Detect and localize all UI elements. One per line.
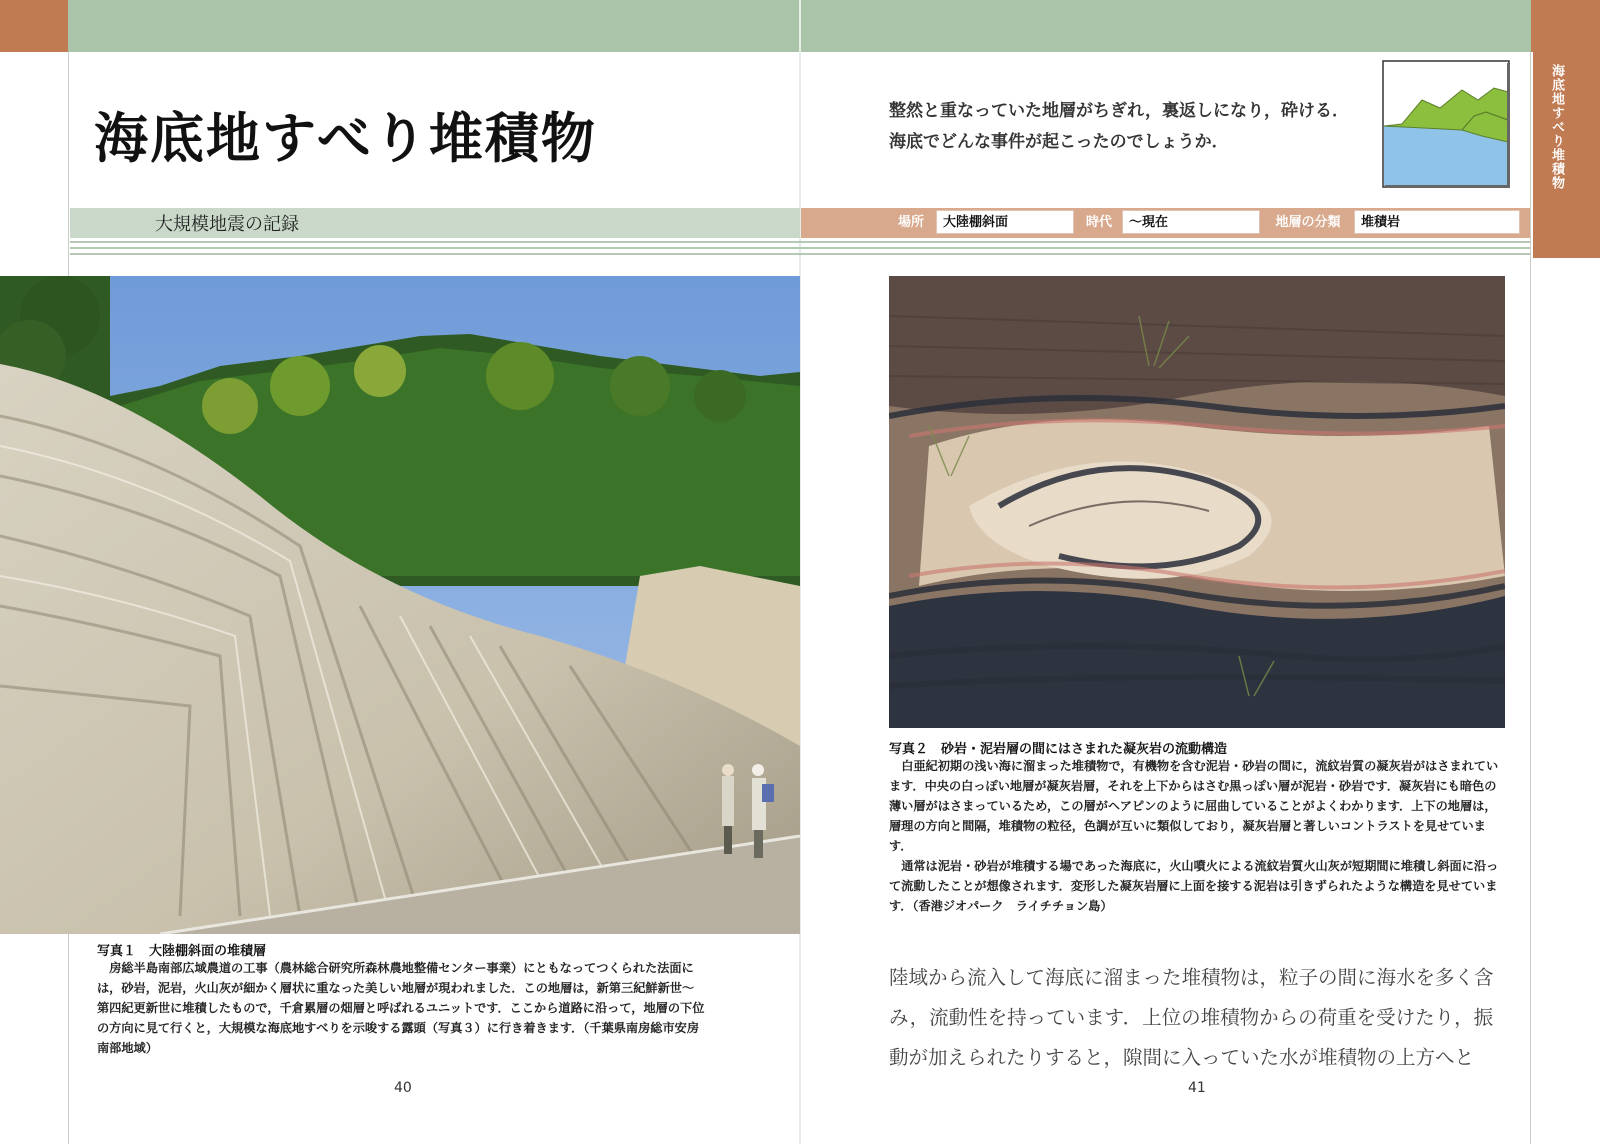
top-left-color-band [0,0,68,52]
lead-line-2: 海底でどんな事件が起こったのでしょうか． [889,132,1229,152]
body-paragraph: 陸域から流入して海底に溜まった堆積物は，粒子の間に海水を多く含み，流動性を持っています．上位の堆積物からの荷重を受けたり，振動が加えられたりすると，隙間に入っていた水が堆積物の上方へと [889,966,1494,1069]
photo2-caption-body [889,756,1505,916]
divider-line-2 [70,247,1530,249]
place-label: 場所 [897,215,924,230]
page-number-left: 40 [394,1080,412,1096]
slope-diagram-icon [1382,60,1510,188]
place-value: 大陸棚斜面 [936,210,1074,234]
section-subtitle: 大規模地震の記録 [155,214,299,235]
era-value: ～現在 [1122,210,1260,234]
page-number-right: 41 [1188,1080,1206,1096]
divider-line-3 [70,253,1530,255]
lead-text [889,96,1369,158]
photo1-caption-title: 写真１ 大陸棚斜面の堆積層 [97,944,267,959]
photo2-caption-paragraph-1: 白亜紀初期の浅い海に溜まった堆積物で，有機物を含む泥岩・砂岩の間に，流紋岩質の凝灰岩がはさまれています．中央の白っぽい地層が凝灰岩層，それを上下からはさむ黒っぽい層が泥岩・砂岩です．凝灰岩にも暗色の薄い層がはさまっているため，この層がヘアピンのように屈曲していることがよくわかります．上下の地層は，層理の方向と間隔，堆積物の粒径，色調が互いに類似しており，凝灰岩層と著しいコントラストを見せています． [889,759,1499,853]
photo-continental-slope-strata [0,276,800,934]
classification-label: 地層の分類 [1275,215,1341,230]
lead-line-1: 整然と重なっていた地層がちぎれ，裏返しになり，砕ける． [889,101,1350,121]
page-title: 海底地すべり堆積物 [94,107,597,170]
top-right-color-band [1531,0,1600,52]
right-margin-line [1530,52,1531,1144]
photo2-caption-title: 写真２ 砂岩・泥岩層の間にはさまれた凝灰岩の流動構造 [889,742,1228,757]
photo1-caption-paragraph: 房総半島南部広域農道の工事（農林総合研究所森林農地整備センター事業）にともなってつくられた法面には，砂岩，泥岩，火山灰が細かく層状に重なった美しい地層が現われました．この地層は，新第三紀鮮新世～第四紀更新世に堆積したもので，千倉累層の畑層と呼ばれるユニットです．ここから道路に沿って，地層の下位の方向に見て行くと，大規模な海底地すべりを示唆する露頭（写真３）に行き着きます．（千葉県南房総市安房南部地域） [97,961,705,1055]
photo2-caption-paragraph-2: 通常は泥岩・砂岩が堆積する場であった海底に，火山噴火による流紋岩質火山灰が短期間に堆積し斜面に沿って流動したことが想像されます．変形した凝灰岩層に上面を接する泥岩は引きずられたような構造を見せています．（香港ジオパーク ライチチョン島） [889,859,1499,913]
photo1-caption-body [97,958,705,1058]
divider-line-1 [70,241,1530,243]
classification-value: 堆積岩 [1354,210,1520,234]
photo-tuff-flow-structure [889,276,1505,728]
era-label: 時代 [1085,215,1112,230]
chapter-side-tab-label: 海底地すべり堆積物 [1549,64,1564,190]
